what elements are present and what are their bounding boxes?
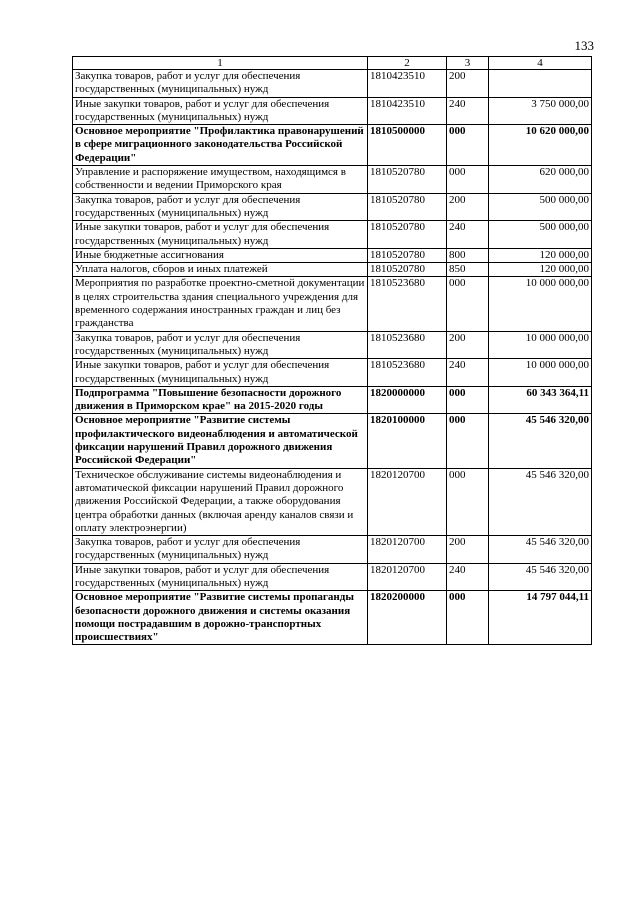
row-name-cell: Иные закупки товаров, работ и услуг для обеспечения государственных (муниципальных) нужд	[73, 359, 368, 387]
row-name-cell: Мероприятия по разработке проектно-сметной документации в целях строительства здания специального учреждения для временного содержания иностранных граждан и лиц без гражданства	[73, 277, 368, 331]
header-code-col: 2	[368, 57, 447, 70]
table-row	[73, 125, 592, 166]
row-code-cell: 1810520780	[368, 193, 447, 221]
row-type-cell: 000	[447, 277, 489, 331]
row-sum-cell: 10 620 000,00	[489, 125, 592, 166]
row-sum-cell: 45 546 320,00	[489, 563, 592, 591]
table-row	[73, 221, 592, 249]
row-sum-cell: 3 750 000,00	[489, 97, 592, 125]
row-sum-cell: 10 000 000,00	[489, 359, 592, 387]
row-name-cell: Основное мероприятие "Профилактика правонарушений в сфере миграционного законодательства Российской Федерации"	[73, 125, 368, 166]
table-row	[73, 277, 592, 331]
table-row	[73, 193, 592, 221]
row-type-cell: 200	[447, 331, 489, 359]
row-name-cell: Иные бюджетные ассигнования	[73, 248, 368, 262]
row-type-cell: 240	[447, 221, 489, 249]
row-sum-cell: 14 797 044,11	[489, 591, 592, 645]
row-sum-cell: 10 000 000,00	[489, 277, 592, 331]
row-code-cell: 1810500000	[368, 125, 447, 166]
budget-table	[72, 56, 592, 645]
row-sum-cell: 120 000,00	[489, 263, 592, 277]
row-code-cell: 1820120700	[368, 563, 447, 591]
header-row	[73, 57, 592, 70]
row-name-cell: Закупка товаров, работ и услуг для обеспечения государственных (муниципальных) нужд	[73, 70, 368, 98]
table-row	[73, 386, 592, 414]
table-row	[73, 468, 592, 535]
row-code-cell: 1820000000	[368, 386, 447, 414]
table-row	[73, 591, 592, 645]
table-row	[73, 331, 592, 359]
header-sum-col: 4	[489, 57, 592, 70]
row-sum-cell: 45 546 320,00	[489, 468, 592, 535]
table-row	[73, 70, 592, 98]
row-code-cell: 1820120700	[368, 468, 447, 535]
row-sum-cell: 500 000,00	[489, 221, 592, 249]
table-row	[73, 536, 592, 564]
header-name-col: 1	[73, 57, 368, 70]
row-type-cell: 000	[447, 386, 489, 414]
row-name-cell: Подпрограмма "Повышение безопасности дорожного движения в Приморском крае" на 2015-2020 годы	[73, 386, 368, 414]
row-sum-cell: 620 000,00	[489, 166, 592, 194]
row-sum-cell: 500 000,00	[489, 193, 592, 221]
row-name-cell: Закупка товаров, работ и услуг для обеспечения государственных (муниципальных) нужд	[73, 193, 368, 221]
row-name-cell: Основное мероприятие "Развитие системы профилактического видеонаблюдения и автоматической фиксации нарушений Правил дорожного движения Российской Федерации"	[73, 414, 368, 468]
page-number: 133	[574, 38, 594, 53]
row-code-cell: 1820100000	[368, 414, 447, 468]
row-type-cell: 240	[447, 359, 489, 387]
row-code-cell: 1810520780	[368, 248, 447, 262]
row-name-cell: Закупка товаров, работ и услуг для обеспечения государственных (муниципальных) нужд	[73, 536, 368, 564]
row-code-cell: 1820200000	[368, 591, 447, 645]
table-row	[73, 563, 592, 591]
table-row	[73, 166, 592, 194]
row-type-cell: 850	[447, 263, 489, 277]
table-row	[73, 263, 592, 277]
row-sum-cell: 10 000 000,00	[489, 331, 592, 359]
row-code-cell: 1810520780	[368, 263, 447, 277]
table-row	[73, 359, 592, 387]
row-code-cell: 1810523680	[368, 277, 447, 331]
row-name-cell: Уплата налогов, сборов и иных платежей	[73, 263, 368, 277]
table-row	[73, 97, 592, 125]
row-code-cell: 1810423510	[368, 97, 447, 125]
row-type-cell: 200	[447, 193, 489, 221]
row-type-cell: 000	[447, 414, 489, 468]
row-sum-cell	[489, 70, 592, 98]
row-sum-cell: 120 000,00	[489, 248, 592, 262]
table-row	[73, 414, 592, 468]
row-sum-cell: 45 546 320,00	[489, 536, 592, 564]
row-type-cell: 000	[447, 468, 489, 535]
row-name-cell: Иные закупки товаров, работ и услуг для обеспечения государственных (муниципальных) нужд	[73, 97, 368, 125]
row-code-cell: 1810520780	[368, 221, 447, 249]
row-name-cell: Основное мероприятие "Развитие системы пропаганды безопасности дорожного движения и системы оказания помощи пострадавшим в дорожно-транспортных происшествиях"	[73, 591, 368, 645]
row-name-cell: Управление и распоряжение имуществом, находящимся в собственности и ведении Приморского края	[73, 166, 368, 194]
row-name-cell: Иные закупки товаров, работ и услуг для обеспечения государственных (муниципальных) нужд	[73, 221, 368, 249]
row-type-cell: 240	[447, 97, 489, 125]
row-type-cell: 000	[447, 166, 489, 194]
row-sum-cell: 45 546 320,00	[489, 414, 592, 468]
row-code-cell: 1810423510	[368, 70, 447, 98]
row-name-cell: Закупка товаров, работ и услуг для обеспечения государственных (муниципальных) нужд	[73, 331, 368, 359]
row-code-cell: 1820120700	[368, 536, 447, 564]
row-type-cell: 000	[447, 591, 489, 645]
row-type-cell: 000	[447, 125, 489, 166]
row-type-cell: 200	[447, 70, 489, 98]
row-type-cell: 240	[447, 563, 489, 591]
header-type-col: 3	[447, 57, 489, 70]
row-code-cell: 1810520780	[368, 166, 447, 194]
row-code-cell: 1810523680	[368, 359, 447, 387]
table-row	[73, 248, 592, 262]
row-name-cell: Техническое обслуживание системы видеонаблюдения и автоматической фиксации нарушений Правил дорожного движения Российской Федерации, а также оборудования центра обработки данных (включая аренду каналов связи и оплату электроэнергии)	[73, 468, 368, 535]
row-sum-cell: 60 343 364,11	[489, 386, 592, 414]
row-code-cell: 1810523680	[368, 331, 447, 359]
row-name-cell: Иные закупки товаров, работ и услуг для обеспечения государственных (муниципальных) нужд	[73, 563, 368, 591]
row-type-cell: 200	[447, 536, 489, 564]
row-type-cell: 800	[447, 248, 489, 262]
